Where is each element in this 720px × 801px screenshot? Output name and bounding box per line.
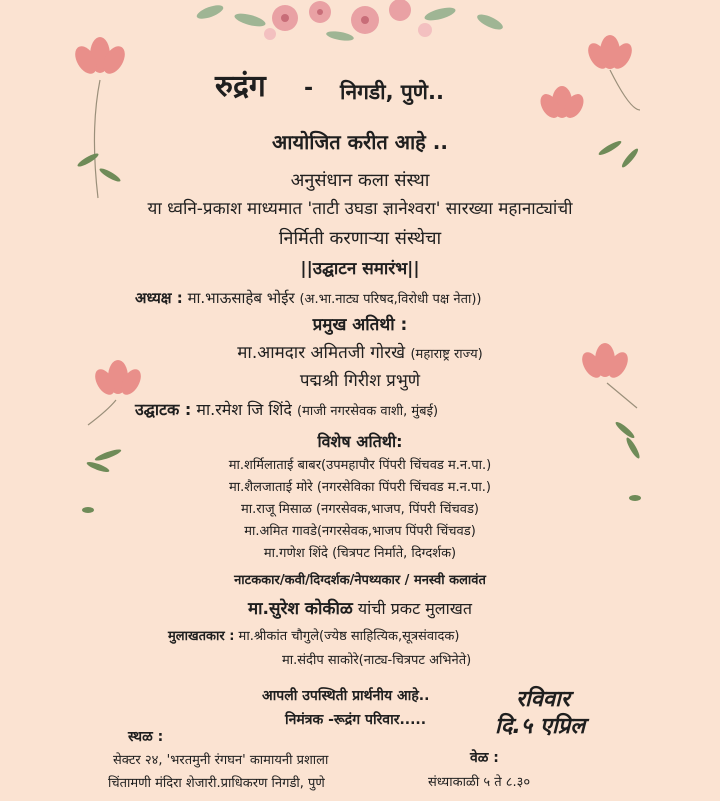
inaugurator-line [135,398,438,420]
org-desc-2: निर्मिती करणाऱ्या संस्थेचा [278,228,442,249]
venue-line-1: सेक्टर २४, 'भरतमुनी रंगघन' कामायनी प्रशाला [113,753,329,768]
president-name: मा.भाऊसाहेब भोईर [187,289,295,307]
chief-guest-1-name: मा.आमदार अमितजी गोरखे [237,343,406,363]
chief-guest-1 [0,340,720,363]
event-day: रविवार [516,687,570,712]
time-value: संध्याकाळी ५ ते ८.३० [428,775,531,790]
president-note: (अ.भा.नाट्य परिषद,विरोधी पक्ष नेता)) [299,292,482,307]
interview-subject-name: मा.सुरेश कोकीळ [247,599,353,619]
top-floral-garland [190,0,510,48]
chief-guest-1-note: (महाराष्ट्र राज्य) [410,347,483,362]
event-title: ||उद्घाटन समारंभ|| [300,259,420,279]
president-label: अध्यक्ष : [135,289,183,307]
org-desc-1: या ध्वनि-प्रकाश माध्यमात 'ताटी उघडा ज्ञानेश्वरा' सारख्या महानाट्यांची [147,199,573,219]
special-guest-item: मा.शैलजाताई मोरे (नगरसेविका पिंपरी चिंचवड म.न.पा.) [229,480,491,495]
special-guest-item: मा.गणेश शिंदे (चित्रपट निर्माते, दिग्दर्शक) [263,546,457,561]
interviewer-2: मा.संदीप साकोरे(नाट्य-चित्रपट अभिनेते) [282,653,472,668]
event-date: दि.५ एप्रिल [495,714,586,739]
inaugurator-note: (माजी नगरसेवक वाशी, मुंबई) [297,404,439,419]
special-guests-label: विशेष अतिथी: [317,432,403,451]
chief-guest-2: पद्मश्री गिरीश प्रभुणे [299,371,421,391]
inviter-line: निमंत्रक -रूद्रंग परिवार..... [285,712,427,728]
special-guest-item: मा.राजू मिसाळ (नगरसेवक,भाजप, पिंपरी चिंचवड) [241,502,479,517]
location-title: निगडी, पुणे.. [340,80,444,104]
interview-subject-rest: यांची प्रकट मुलाखत [357,599,472,618]
title-dash: - [304,76,314,101]
time-label: वेळ : [470,750,499,766]
brand-title: रुद्रंग [215,69,266,104]
interviewer-label: मुलाखतकार : [168,629,235,644]
president-line [135,288,482,308]
inaugurator-name: मा.रमेश जि शिंदे [196,400,292,419]
chief-guests-label: प्रमुख अतिथी : [312,315,408,335]
venue-label: स्थळ : [128,729,164,745]
attendance-request: आपली उपस्थिती प्रार्थनीय आहे.. [262,688,430,704]
inaugurator-label: उद्घाटक : [135,400,192,419]
org-name: अनुसंधान कला संस्था [290,170,430,191]
special-guest-item: मा.अमित गावडे(नगरसेवक,भाजप पिंपरी चिंचवड) [244,524,476,539]
special-guest-item: मा.शर्मिलाताई बाबर(उपमहापौर पिंपरी चिंचवड म.न.पा.) [228,458,492,473]
interviewer-1: मा.श्रीकांत चौगुले(ज्येष्ठ साहित्यिक,सूत्रसंवादक) [238,629,460,644]
interview-roles: नाटककार/कवी/दिग्दर्शक/नेपथ्यकार / मनस्वी कलावंत [234,573,486,588]
interview-subject [0,596,720,619]
venue-line-2: चिंतामणी मंदिरा शेजारी.प्राधिकरण निगडी, पुणे [108,776,325,791]
organizing-line: आयोजित करीत आहे .. [272,130,448,154]
interviewer-line-1 [168,626,459,644]
